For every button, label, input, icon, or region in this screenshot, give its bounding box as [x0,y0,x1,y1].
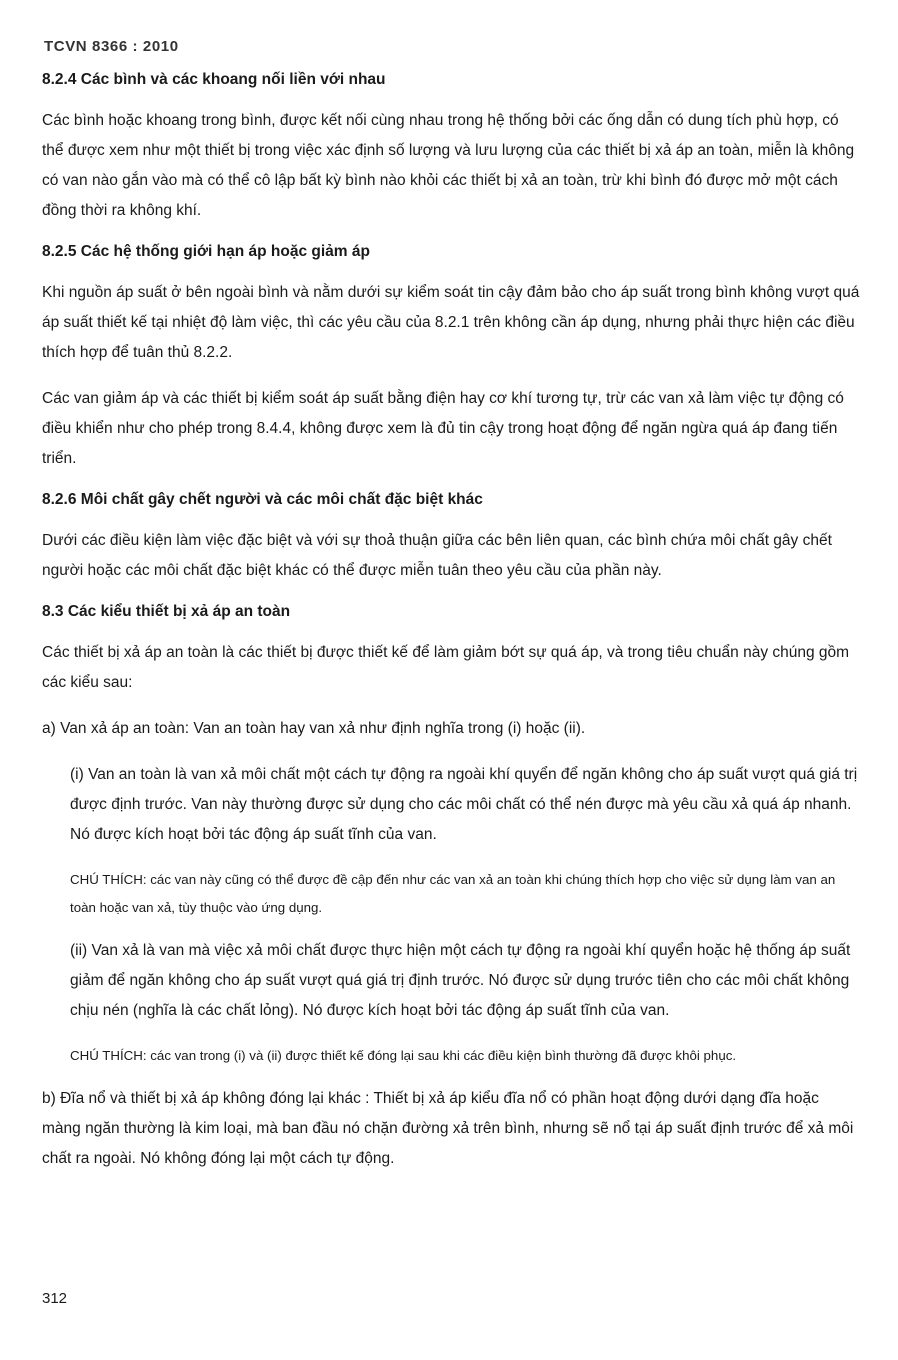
paragraph-8-2-5-1: Khi nguồn áp suất ở bên ngoài bình và nằm dưới sự kiểm soát tin cậy đảm bảo cho áp suất trong bình không vượt quá áp suất thiết kế tại nhiệt độ làm việc, thì các yêu cầu của 8.2.1 trên không cần áp dụng, nhưng phải thực hiện các điều thích hợp để tuân thủ 8.2.2. [42,284,860,361]
paragraph-8-2-4: Các bình hoặc khoang trong bình, được kết nối cùng nhau trong hệ thống bởi các ống dẫn có dung tích phù hợp, có thể được xem như một thiết bị trong việc xác định số lượng và lưu lượng của các thiết bị xả áp an toàn, miễn là không có van nào gắn vào mà có thể cô lập bất kỳ bình nào khỏi các thiết bị xả an toàn, trừ khi bình đó được mở một cách đồng thời ra không khí. [42,112,855,219]
section-heading-8-2-5: 8.2.5 Các hệ thống giới hạn áp hoặc giảm áp [42,243,370,260]
page-number: 312 [42,1290,68,1307]
note-1: CHÚ THÍCH: các van này cũng có thể được đề cập đến như các van xả an toàn khi chúng thích hợp cho việc sử dụng làm van an toàn hoặc van xả, tùy thuộc vào ứng dụng. [70,872,836,915]
document-body [42,68,860,1190]
list-item-a: a) Van xả áp an toàn: Van an toàn hay van xả như định nghĩa trong (i) hoặc (ii). [42,720,586,737]
list-item-a-ii: (ii) Van xả là van mà việc xả môi chất được thực hiện một cách tự động ra ngoài khí quyển hoặc hệ thống áp suất giảm để ngăn không cho áp suất vượt quá giá trị định trước. Nó được sử dụng trước tiên cho các môi chất không chịu nén (nghĩa là các chất lỏng). Nó được kích hoạt bởi tác động áp suất tĩnh của van. [70,942,851,1019]
note-2: CHÚ THÍCH: các van trong (i) và (ii) được thiết kế đóng lại sau khi các điều kiện bình thường đã được khôi phục. [70,1048,737,1063]
section-heading-8-2-4: 8.2.4 Các bình và các khoang nối liền với nhau [42,71,386,88]
section-heading-8-2-6: 8.2.6 Môi chất gây chết người và các môi chất đặc biệt khác [42,491,483,508]
list-item-b: b) Đĩa nổ và thiết bị xả áp không đóng lại khác : Thiết bị xả áp kiểu đĩa nổ có phần hoạt động dưới dạng đĩa hoặc màng ngăn thường là kim loại, mà ban đầu nó chặn đường xả trên bình, nhưng sẽ nổ tại áp suất định trước để xả môi chất ra ngoài. Nó không đóng lại một cách tự động. [42,1090,854,1167]
section-heading-8-3: 8.3 Các kiểu thiết bị xả áp an toàn [42,603,291,620]
list-item-a-i: (i) Van an toàn là van xả môi chất một cách tự động ra ngoài khí quyển để ngăn không cho áp suất vượt quá giá trị được định trước. Van này thường được sử dụng cho các môi chất có thể nén được mà yêu cầu xả quá áp nhanh. Nó được kích hoạt bởi tác động áp suất tĩnh của van. [70,766,858,843]
paragraph-8-3-intro: Các thiết bị xả áp an toàn là các thiết bị được thiết kế để làm giảm bớt sự quá áp, và trong tiêu chuẩn này chúng gồm các kiểu sau: [42,644,850,691]
paragraph-8-2-5-2: Các van giảm áp và các thiết bị kiểm soát áp suất bằng điện hay cơ khí tương tự, trừ các van xả làm việc tự động có điều khiển như cho phép trong 8.4.4, không được xem là đủ tin cậy trong hoạt động để ngăn ngừa quá áp đang tiến triển. [42,390,844,467]
document-code: TCVN 8366 : 2010 [44,38,179,55]
paragraph-8-2-6: Dưới các điều kiện làm việc đặc biệt và với sự thoả thuận giữa các bên liên quan, các bình chứa môi chất gây chết người hoặc các môi chất đặc biệt khác có thể được miễn tuân theo yêu cầu của phần này. [42,532,832,579]
